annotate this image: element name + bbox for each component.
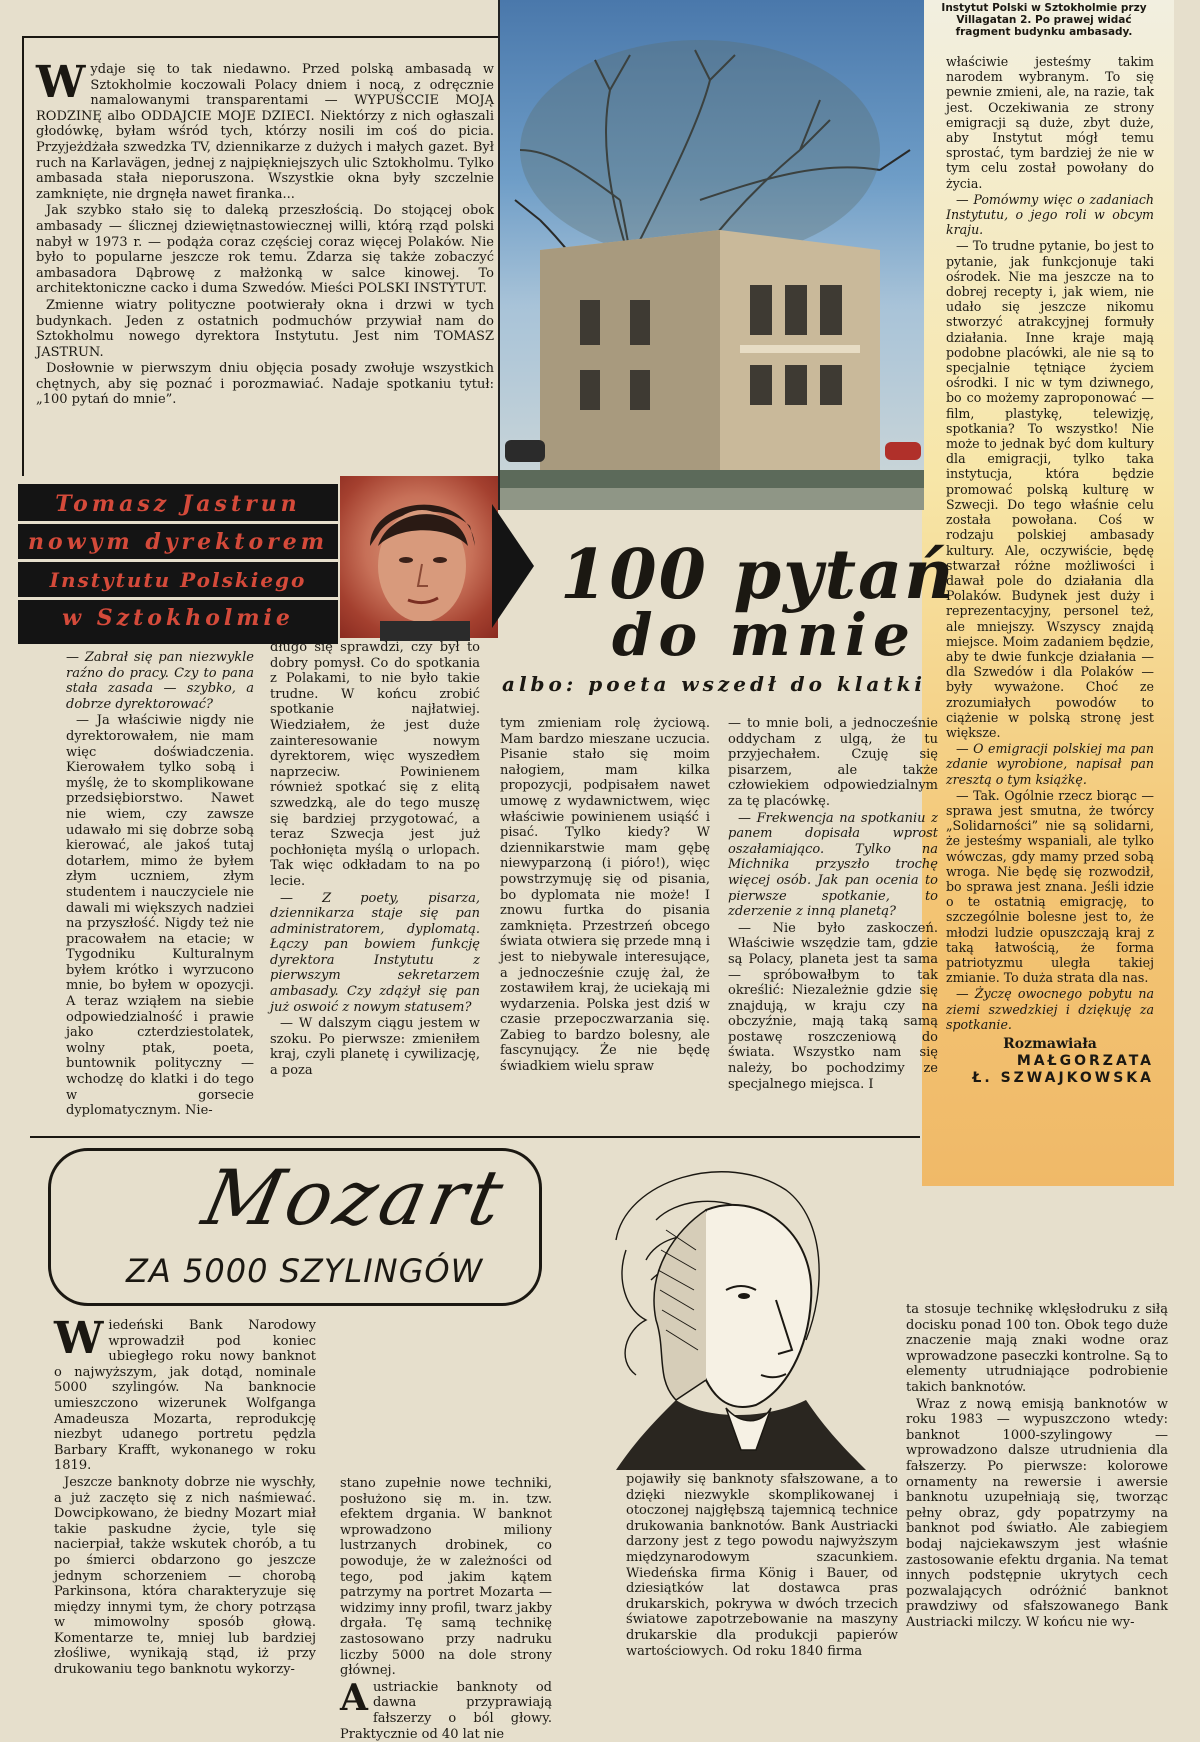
mozart-paragraph: ta stosuje technikę wklęsłodruku z siłą docisku ponad 100 ton. Obok tego duże znaczenie mają znaki wodne oraz wprowadzone paseczki kontrolne. Są to elementy utrudniające podrobienie takich banknotów. (906, 1302, 1168, 1395)
intro-paragraph: Zmienne wiatry polityczne pootwierały okna i drzwi w tych budynkach. Jeden z ostatnich podmuchów przywiał nam do Sztokholmu nowego dyrektora Instytutu. Jest nim TOMASZ JASTRUN. (36, 297, 494, 360)
question: — Życzę owocnego pobytu na ziemi szwedzkiej i dziękuję za spotkanie. (946, 986, 1154, 1032)
mozart-title: Mozart (195, 1153, 515, 1242)
article-title-line1: 100 pytań (560, 535, 956, 615)
institute-photo (498, 0, 924, 510)
interview-column-1 (66, 650, 254, 1130)
mozart-portrait (556, 1150, 880, 1470)
banner-line: Instytutu Polskiego (18, 564, 338, 600)
mozart-paragraph: stano zupełnie nowe techniki, posłużono się m. in. tzw. efektem drgania. W banknot wprowadzono miliony lustrzanych drobinek, co powoduje, że w zależności od tego, pod jakim kątem patrzymy na portret Mozarta — widzimy inny profil, twarz jakby drgała. Tę samą technikę zastosowano przy nadruku liczby 5000 na dole strony głównej. (340, 1476, 552, 1679)
mozart-engraving-illustration (556, 1150, 880, 1470)
mozart-column-1 (54, 1313, 316, 1712)
banner-arrow (492, 504, 534, 628)
banner-line: nowym dyrektorem (18, 526, 338, 562)
mozart-paragraph: Wraz z nową emisją banknotów w roku 1983 — wypuszczono wtedy: banknot 1000-szylingowy — wprowadzono dalsze utrudnienia dla fałszerzy. Po pierwsze: kolorowe ornamenty na rewersie i awersie banknotu uzupełniają się, tworząc pełny obraz, gdy popatrzymy na banknot pod światło. Ale zabiegiem bodaj najciekawszym jest właśnie zastosowanie efektu drgania. Na temat innych podstępnie ukrytych cech pozwalających odróżnić banknot prawdziwy od sfałszowanego Bank Austriacki milczy. W końcu nie wy- (906, 1396, 1168, 1630)
portrait-face-illustration (340, 476, 498, 638)
question: — Pomówmy więc o zadaniach Instytutu, o jego roli w obcym kraju. (946, 191, 1154, 238)
institute-building-illustration (500, 0, 924, 510)
answer: właściwie jesteśmy takim narodem wybranym. To się pewnie zmieni, ale, na razie, tak jest. Oczekiwania ze strony emigracji są duże, zbyt duże, aby Instytut mógł temu sprostać, tym bardziej że nie w tym celu został powołany do życia. (946, 54, 1154, 191)
author-portrait (340, 476, 498, 638)
mozart-dropcap: W (54, 1313, 104, 1364)
mozart-column-2 (340, 1476, 552, 1742)
signature-label: Rozmawiała (1003, 1036, 1097, 1052)
mozart-dropcap-2: A (340, 1676, 368, 1719)
headline-banner (18, 484, 338, 644)
mozart-paragraph: pojawiły się banknoty sfałszowane, a to dzięki niezwykle skomplikowanej i otoczonej najgłębszą tajemnicą technice drukowania banknotów. Bank Austriacki darzony jest z tego powodu najwyższym międzynarodowym szacunkiem. Wiedeńska firma König i Bauer, od dziesiątków lat dostawca pras drukarskich, pokrywa w dwóch trzecich światowe zapotrzebowanie na maszyny drukarskie dla produkcji papierów wartościowych. Od roku 1840 firma (626, 1472, 898, 1659)
mozart-column-3 (626, 1472, 898, 1712)
banner-line: Tomasz Jastrun (18, 488, 338, 524)
mozart-paragraph: ustriackie banknoty od dawna przyprawiają fałszerzy o ból głowy. Praktycznie od 40 lat nie (340, 1679, 552, 1742)
intro-frame-top (22, 36, 498, 38)
intro-paragraph: Dosłownie w pierwszym dniu objęcia posady zwołuje wszystkich chętnych, aby się poznać i porozmawiać. Nadaje spotkaniu tytuł: „100 pytań do mnie”. (36, 361, 494, 408)
question: — Zabrał się pan niezwykle raźno do pracy. Czy to pana stała zasada — szybko, a dobrze dyrektorować? (66, 650, 254, 712)
intro-text (36, 57, 494, 472)
article-title-line2: do mnie (612, 601, 916, 669)
intro-frame-left (22, 36, 24, 476)
interviewer-signature (946, 1036, 1154, 1087)
intro-paragraph: Jak szybko stało się to daleką przeszłością. Do stojącej obok ambasady — ślicznej dziewiętnastowiecznej willi, którą rząd polski nabył w 1973 r. — podąża coraz częściej coraz więcej Polaków. Nie było to popularne jeszcze rok temu. Zdarza się także zobaczyć ambasadora Dąbrowę z małżonką w salce kinowej. To architektoniczne cacko i duma Szwedów. Mieści POLSKI INSTYTUT. (36, 203, 494, 297)
photo-caption: Instytut Polski w Sztokholmie przy Villagatan 2. Po prawej widać fragment budynku ambasady. (941, 2, 1147, 38)
mozart-paragraph: iedeński Bank Narodowy wprowadził pod koniec ubiegłego roku nowy banknot o najwyższym, jak dotąd, nominale 5000 szylingów. Na banknocie umieszczono wizerunek Wolfganga Amadeusza Mozarta, reprodukcję niezbyt udanego portretu pędzla Barbary Krafft, wykonanego w roku 1819. (54, 1318, 316, 1474)
question: — Frekwencja na spotkaniu z panem dopisała wprost oszałamiająco. Tylko na Michnika przyszło trochę więcej osób. Jak pan ocenia to pierwsze spotkanie, to zderzenie z inną planetą? (728, 810, 938, 920)
answer: — to mnie boli, a jednocześnie oddycham z ulgą, że tu przyjechałem. Czuję się pisarzem, ale także człowiekiem odpowiedzialnym za tę placówkę. (728, 716, 938, 809)
banner-line: w Sztokholmie (62, 605, 294, 631)
answer: — Ja właściwie nigdy nie dyrektorowałem, nie mam więc doświadczenia. Kierowałem tylko sobą i myślę, że to skomplikowane przedsiębiorstwo. Nawet nie wiem, czy zawsze udawało mi się dobrze sobą kierować, ale jakoś tutaj dotarłem, mimo że byłem złym uczniem, złym studentem i nauczyciele nie dawali mi większych nadziei na przyszłość. Nigdy też nie pracowałem na etacie; w Tygodniku Kulturalnym byłem krótko i wyrzucono mnie, bo byłem w opozycji. A teraz wziąłem na siebie odpowiedzialność i prawie jako czterdziestolatek, wolny ptak, poeta, buntownik polityczny — wchodzę do klatki i do tego w gorsecie dyplomatycznym. Nie- (66, 713, 254, 1119)
interview-column-2 (270, 640, 480, 1130)
article-subtitle: albo: poeta wszedł do klatki (502, 672, 927, 696)
answer: — Nie było zaskoczeń. Właściwie wszędzie tam, gdzie są Polacy, planeta jest ta sama — spróbowałbym to tak określić: Niezależnie gdzie się znajdują, w kraju czy na obczyźnie, mają taką samą postawę roszczeniową do świata. Wszystko nam się należy, bo pochodzimy ze specjalnego miejsca. I (728, 920, 938, 1092)
answer: — Tak. Ogólnie rzecz biorąc — sprawa jest smutna, że twórcy „Solidarności” nie są solidarni, że jesteśmy wspaniali, ale tylko wówczas, gdy mamy przed sobą wroga. Nie będę się rozwodził, bo sprawa jest znana. Jeśli idzie o te ostatnią emigrację, to szczególnie bolesne jest to, że młodzi ludzie opuszczają kraj z taką łatwością, że forma patriotyzmu uległa takiej zmianie. To duża strata dla nas. (946, 787, 1154, 986)
mozart-subtitle: ZA 5000 SZYLINGÓW (126, 1252, 484, 1290)
interview-column-4 (728, 716, 938, 1136)
intro-dropcap: W (36, 57, 86, 108)
answer: tym zmieniam rolę życiową. Mam bardzo mieszane uczucia. Pisanie stało się moim nałogiem, mam kilka propozycji, podpisałem nawet umowę z wydawnictwem, więc właściwie powinienem usiąść i pisać. Tylko kiedy? W dziennikarstwie mam gębę niewyparzoną (i pióro!), więc powstrzymuję się od pisania, bo dyplomata nie może! I znowu furtka do pisania zamknięta. Przestrzeń obcego świata otwiera się przede mną i jest to niebywale interesujące, a jednocześnie czuję żal, że zostawiłem kraj, że uciekają mi wydarzenia. Polska jest dziś w czasie przepoczwarzania się. Zabieg to bardzo bolesny, ale fascynujący. Że nie będę świadkiem wielu spraw (500, 716, 710, 1075)
mozart-paragraph: Jeszcze banknoty dobrze nie wyschły, a już zaczęto się z nich naśmiewać. Dowcipkowano, że biedny Mozart miał takie paskudne życie, tyle się nacierpiał, także wskutek chorób, a tu po śmierci obdarzono go jeszcze jednym schorzeniem — chorobą Parkinsona, która charakteryzuje się między innymi tym, że chory potrząsa w mimowolny sposób głową. Komentarze te, mniej lub bardziej złośliwe, wynikają stąd, iż przy drukowaniu tego banknotu wykorzy- (54, 1474, 316, 1678)
signature-name1: MAŁGORZATA (1016, 1053, 1154, 1069)
intro-paragraph: ydaje się to tak niedawno. Przed polską ambasadą w Sztokholmie koczowali Polacy dniem i nocą, z odręcznie namalowanymi transparentami — WYPUŚCCIE MOJĄ RODZINĘ albo ODDAJCIE MOJE DZIECI. Niektórzy z nich ogłaszali głodówkę, byłam wśród tych, którzy nosili im coś do picia. Przyjeżdżała szwedzka TV, dziennikarze z dużych i małych gazet. Był ruch na Karlavägen, jednej z najpiękniejszych ulic Sztokholmu. Tylko ambasada stała nieporuszona. Wszystkie okna były szczelnie zamknięte, nie drgnęła nawet firanka... (36, 62, 494, 202)
question: — O emigracji polskiej ma pan zdanie wyrobione, napisał pan zresztą o tym książkę. (946, 741, 1154, 787)
answer: — W dalszym ciągu jestem w szoku. Po pierwsze: zmieniłem kraj, czyli planetę i cywilizację, a poza (270, 1016, 480, 1079)
answer: długo się sprawdzi, czy był to dobry pomysł. Co do spotkania z Polakami, to nie było takie trudne. W końcu zrobić spotkanie najłatwiej. Wiedziałem, że jest duże zainteresowanie nowym dyrektorem, więc wyszedłem naprzeciw. Powinienem również spotkać się z elitą szwedzką, ale do tego muszę się bardziej przygotować, a teraz Szwecja jest już pochłonięta myślą o urlopach. Tak więc odkładam to na po lecie. (270, 640, 480, 889)
mozart-column-4 (906, 1302, 1168, 1712)
answer: — To trudne pytanie, bo jest to pytanie, jak funkcjonuje taki ośrodek. Nie ma jeszcze na to dobrej recepty i, jak wiem, nie udało się jeszcze nikomu stworzyć atrakcyjnej formuły działania. Inne kraje mają podobne placówki, ale nie są to specjalnie tętniące życiem ośrodki. I nic w tym dziwnego, bo co możemy zaproponować — film, plastykę, telewizję, spotkania? To wszystko! Nie może to jednak być dom kultury dla emigracji, tylko taka instytucja, która będzie promować polską kulturę w Szwecji. Do tego właśnie celu została powołana. Coś w rodzaju polskiej ambasady kultury. Ale, oczywiście, będę stwarzał różne możliwości i dawał pole do działania dla Polaków. Budynek jest duży i reprezentacyjny, personel też, ale mniejszy. Wszyscy znajdą miejsce. Moim zadaniem będzie, aby te dwie funkcje działania — dla Szwedów i dla Polaków — były wyważone. Choć ze zrozumiałych powodów to ciążenie w polską stronę jest większe. (946, 238, 1154, 740)
interview-column-3 (500, 716, 710, 1136)
question: — Z poety, pisarza, dziennikarza staje się pan administratorem, dyplomatą. Łączy pan bowiem funkcję dyrektora Instytutu z pierwszym sekretarzem ambasady. Czy zdążył się pan już oswoić z nowym statusem? (270, 890, 480, 1015)
interview-column-5 (946, 54, 1154, 1196)
signature-name2: Ł. SZWAJKOWSKA (972, 1070, 1154, 1086)
section-divider (30, 1136, 920, 1138)
